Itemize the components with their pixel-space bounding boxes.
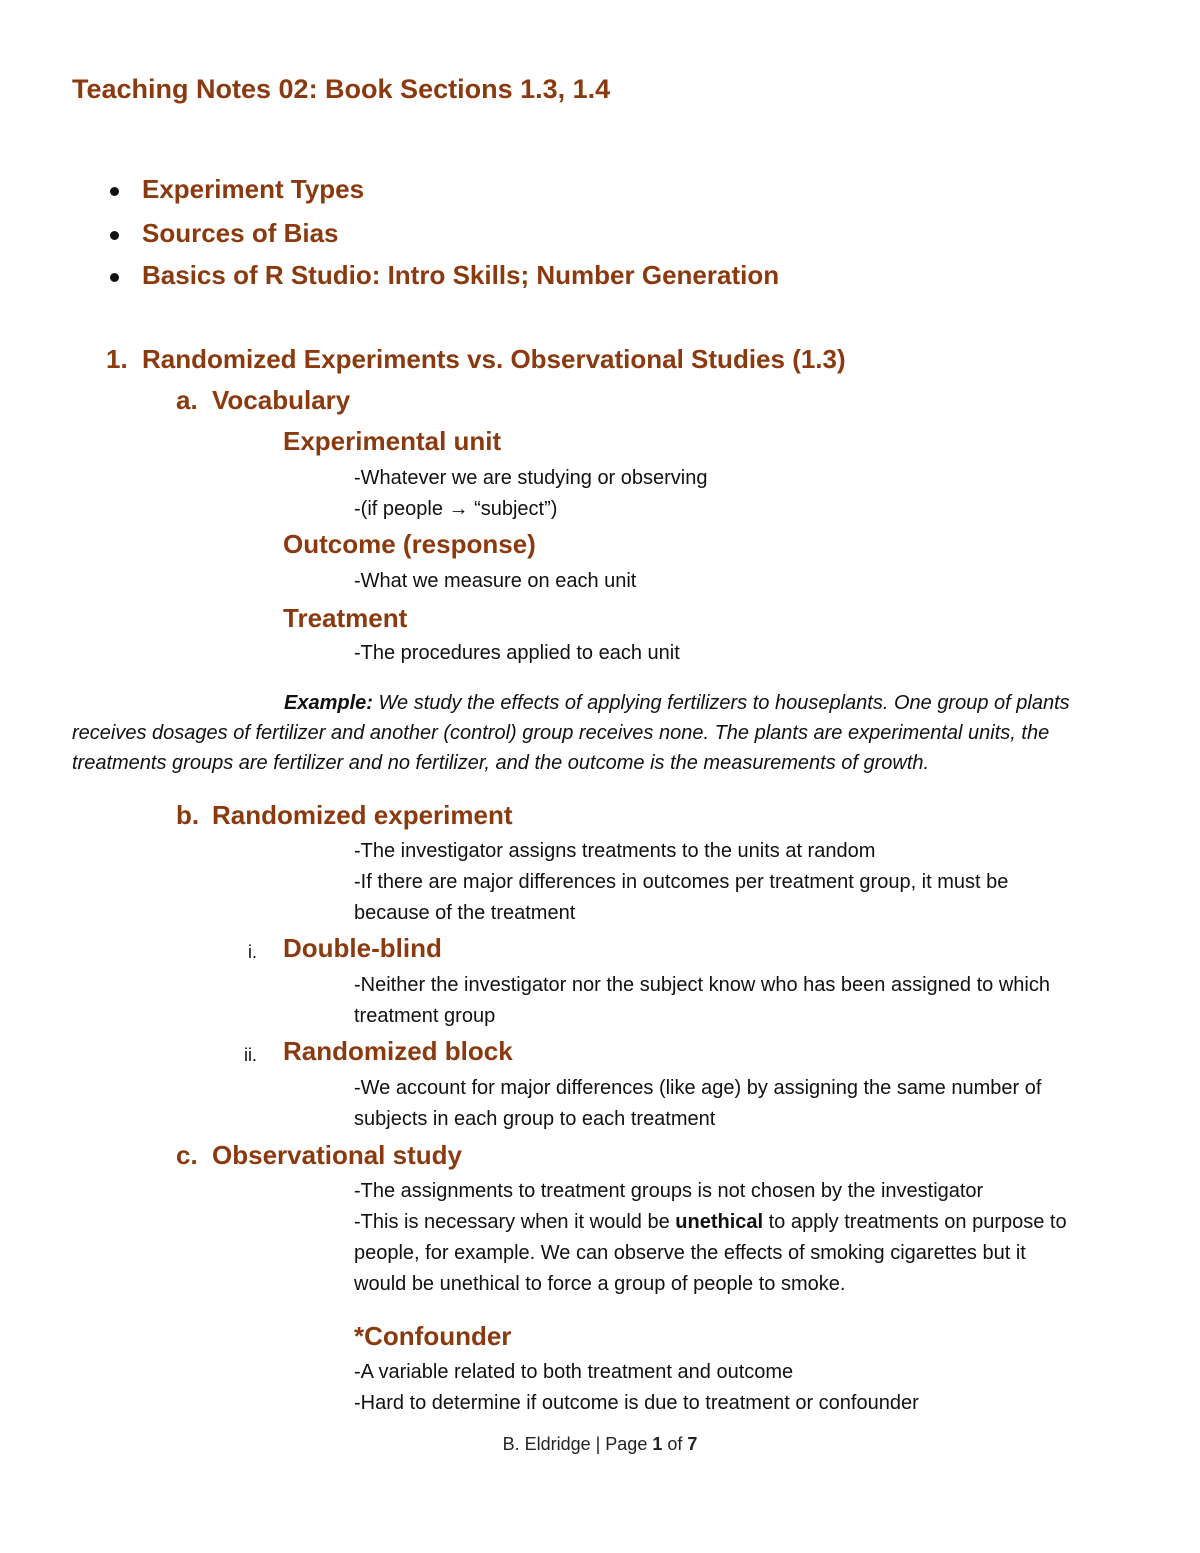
footer-page-total: 7: [687, 1434, 698, 1454]
example-text: We study the effects of applying fertilizers to houseplants. One group of plants receives dosages of fertilizer and another (control) group receives none. The plants are experimental units, the treatments groups are fertilizer and no fertilizer, and the outcome is the measurements of growth.: [72, 692, 1070, 774]
footer-of: of: [667, 1434, 683, 1454]
bullet-item-r-studio: Basics of R Studio: Intro Skills; Number Generation: [142, 260, 780, 290]
definition-line: -(if people → “subject”): [354, 498, 558, 520]
definition-line: -What we measure on each unit: [354, 570, 637, 592]
definition-line: -Whatever we are studying or observing: [354, 467, 708, 489]
example-label: Example:: [284, 692, 373, 714]
term-outcome: Outcome (response): [283, 529, 536, 559]
body-line: -We account for major differences (like age) by assigning the same number of: [354, 1077, 1042, 1099]
example-paragraph: [72, 688, 1132, 778]
confounder-heading: *Confounder: [354, 1321, 512, 1351]
term-treatment: Treatment: [283, 603, 408, 633]
bullet-item-experiment-types: Experiment Types: [142, 174, 365, 204]
body-line: -Hard to determine if outcome is due to treatment or confounder: [354, 1392, 919, 1414]
item-heading-double-blind: Double-blind: [283, 933, 442, 963]
arrow-right-icon: →: [448, 498, 469, 520]
subsection-marker-b: b.: [176, 800, 200, 830]
body-line: -If there are major differences in outcomes per treatment group, it must be: [354, 871, 1009, 893]
section-number: 1.: [106, 344, 128, 374]
body-line: treatment group: [354, 1005, 496, 1027]
emphasis-unethical: unethical: [675, 1211, 764, 1233]
item-marker-ii: ii.: [244, 1045, 257, 1065]
body-line: people, for example. We can observe the effects of smoking cigarettes but it: [354, 1242, 1026, 1264]
definition-line: -The procedures applied to each unit: [354, 642, 680, 664]
item-marker-i: i.: [248, 942, 257, 962]
body-line: -The assignments to treatment groups is not chosen by the investigator: [354, 1180, 984, 1202]
body-line: -A variable related to both treatment and outcome: [354, 1361, 794, 1383]
section-heading: Randomized Experiments vs. Observational Studies (1.3): [142, 344, 846, 374]
footer-author: B. Eldridge | Page: [502, 1434, 648, 1454]
subsection-heading-observational-study: Observational study: [212, 1140, 462, 1170]
body-line: subjects in each group to each treatment: [354, 1108, 716, 1130]
subsection-marker-a: a.: [176, 385, 198, 415]
subsection-heading-vocabulary: Vocabulary: [212, 385, 351, 415]
subsection-marker-c: c.: [176, 1140, 198, 1170]
body-line: -The investigator assigns treatments to the units at random: [354, 840, 876, 862]
subsection-heading-randomized-experiment: Randomized experiment: [212, 800, 513, 830]
footer-page-number: 1: [652, 1434, 663, 1454]
body-line: -Neither the investigator nor the subject know who has been assigned to which: [354, 974, 1050, 996]
bullet-item-sources-of-bias: Sources of Bias: [142, 218, 339, 248]
page-footer: [0, 1434, 1200, 1455]
body-line: -This is necessary when it would be unethical to apply treatments on purpose to: [354, 1211, 1067, 1233]
body-line: would be unethical to force a group of people to smoke.: [354, 1273, 846, 1295]
page-title: Teaching Notes 02: Book Sections 1.3, 1.4: [72, 74, 611, 104]
item-heading-randomized-block: Randomized block: [283, 1036, 513, 1066]
body-line: because of the treatment: [354, 902, 576, 924]
term-experimental-unit: Experimental unit: [283, 426, 502, 456]
bullet-icon: [110, 231, 119, 240]
bullet-icon: [110, 273, 119, 282]
bullet-icon: [110, 187, 119, 196]
